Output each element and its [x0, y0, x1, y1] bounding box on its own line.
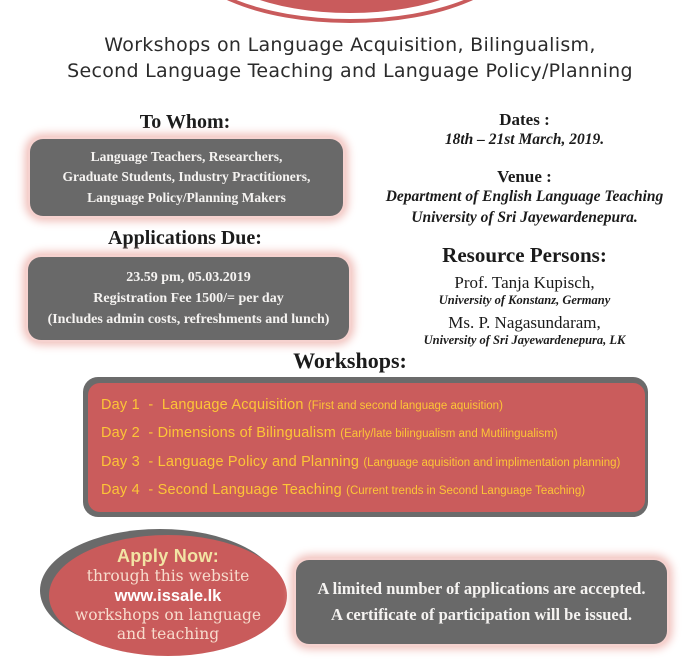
poster-title	[0, 33, 700, 84]
workshop-day-label: Day 4 - Second Language Teaching	[101, 482, 347, 499]
venue-line2: University of Sri Jayewardenepura.	[411, 208, 638, 226]
to-whom-line: Language Teachers, Researchers,	[90, 149, 283, 165]
workshop-day-label: Day 2 - Dimensions of Bilingualism	[101, 425, 341, 442]
apply-line: workshops on language	[74, 605, 262, 624]
person-name: Ms. P. Nagasundaram,	[448, 312, 601, 332]
logo-arcs	[0, 0, 700, 30]
apply-line: and teaching	[116, 625, 220, 644]
to-whom-heading: To Whom:	[139, 111, 231, 133]
workshop-day-row	[88, 481, 645, 499]
apply-now-heading: Apply Now:	[117, 546, 219, 567]
applications-due-line: (Includes admin costs, refreshments and lunch)	[47, 312, 330, 327]
to-whom-line: Graduate Students, Industry Practitioners,	[62, 169, 311, 185]
venue-heading: Venue :	[497, 166, 552, 186]
workshops-box	[88, 383, 645, 512]
event-details-column	[352, 110, 697, 348]
note-box	[296, 560, 667, 644]
workshop-day-label: Day 3 - Language Policy and Planning	[101, 453, 364, 470]
apply-line: through this website	[86, 567, 250, 586]
note-line1: A limited number of applications are accepted.	[317, 579, 646, 599]
dates-heading: Dates :	[499, 110, 550, 129]
to-whom-line: Language Policy/Planning Makers	[87, 189, 286, 205]
workshops-heading: Workshops:	[293, 348, 407, 373]
workshop-day-detail: (First and second language aquisition)	[307, 399, 503, 412]
venue-line1: Department of English Language Teaching	[385, 187, 664, 205]
dates-value: 18th – 21st March, 2019.	[444, 131, 605, 148]
apply-now-ellipse	[49, 535, 287, 656]
applications-due-line: 23.59 pm, 05.03.2019	[126, 270, 251, 285]
applications-due-line: Registration Fee 1500/= per day	[93, 291, 284, 306]
logo-arc-thin	[182, 0, 518, 23]
to-whom-box	[30, 139, 343, 216]
applications-due-box	[28, 257, 349, 340]
person-affiliation: University of Sri Jayewardenepura, LK	[423, 332, 626, 347]
workshop-day-detail: (Current trends in Second Language Teaching)	[346, 485, 586, 498]
workshops-box-shadow	[83, 377, 648, 517]
poster-title-line2: Second Language Teaching and Language Policy/Planning	[67, 59, 633, 82]
applications-due-heading: Applications Due:	[108, 227, 262, 249]
workshop-day-detail: (Early/late bilingualism and Mutilingualism)	[340, 428, 558, 441]
poster-title-line1: Workshops on Language Acquisition, Bilingualism,	[104, 34, 596, 56]
person-affiliation: University of Konstanz, Germany	[438, 292, 611, 307]
resource-persons-heading: Resource Persons:	[442, 242, 607, 267]
workshop-day-row	[88, 453, 645, 471]
workshop-day-row	[88, 424, 645, 442]
website-link[interactable]: www.issale.lk	[114, 586, 222, 605]
workshop-day-label: Day 1 - Language Acquisition	[101, 396, 308, 413]
note-line2: A certificate of participation will be issued.	[330, 605, 633, 624]
workshop-day-row	[88, 396, 645, 414]
person-name: Prof. Tanja Kupisch,	[454, 272, 595, 292]
workshop-day-detail: (Language aquisition and implimentation planning)	[363, 456, 621, 469]
